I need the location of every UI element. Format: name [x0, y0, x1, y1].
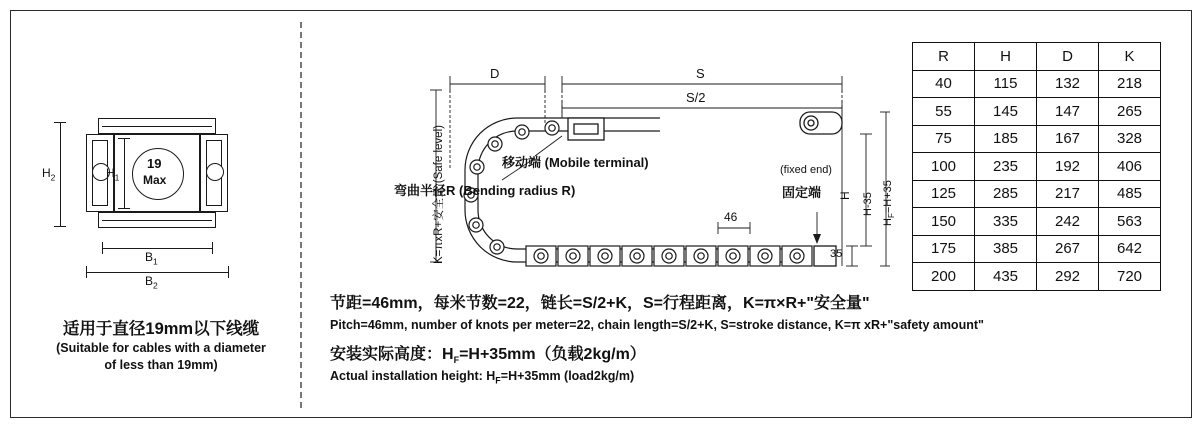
cell-k: 563: [1099, 208, 1161, 236]
cell-k: 485: [1099, 180, 1161, 208]
cell-r: 125: [913, 180, 975, 208]
b2-dim-line: [86, 272, 228, 273]
note-1-en: Pitch=46mm, number of knots per meter=22, chain length=S/2+K, S=stroke distance, K=π xR+"safety amount": [330, 318, 984, 332]
cell-d: 192: [1037, 153, 1099, 181]
cell-d: 242: [1037, 208, 1099, 236]
note-2-cn-a: 安装实际高度：H: [330, 345, 454, 363]
cable-diameter-value: 19: [147, 156, 162, 171]
cell-h: 145: [975, 98, 1037, 126]
table-header-d: D: [1037, 43, 1099, 71]
b1-tick-left: [102, 242, 103, 254]
h2-tick-bottom: [54, 226, 66, 227]
h2-dim-line: [60, 122, 61, 226]
fixed-end-cn-label: 固定端: [782, 185, 822, 200]
cell-d: 267: [1037, 235, 1099, 263]
h1-tick-bottom: [118, 208, 130, 209]
cell-h: 115: [975, 70, 1037, 98]
table-header-row: [913, 43, 1161, 71]
cable-diameter-max: Max: [143, 173, 167, 187]
bending-radius-label: [394, 180, 575, 199]
cell-h: 385: [975, 235, 1037, 263]
note-2-en-sub: F: [495, 375, 501, 386]
note-1-cn: 节距=46mm，每米节数=22，链长=S/2+K，S=行程距离，K=π×R+"安全量": [330, 295, 870, 312]
cell-k: 720: [1099, 263, 1161, 291]
cell-d: 147: [1037, 98, 1099, 126]
table-header-r: R: [913, 43, 975, 71]
dim-hf-label: $H_F=H+35$: [882, 180, 897, 226]
cell-r: 75: [913, 125, 975, 153]
cell-r: 100: [913, 153, 975, 181]
cell-h: 435: [975, 263, 1037, 291]
left-cross-section-drawing: [40, 100, 280, 290]
table-row: [913, 180, 1161, 208]
top-bar-inner-line: [102, 126, 212, 127]
cell-d: 167: [1037, 125, 1099, 153]
cell-r: 55: [913, 98, 975, 126]
dim-35-label: 35: [830, 248, 843, 260]
mobile-terminal-label: [502, 152, 649, 171]
bending-radius-text: 弯曲半径R (Bending radius R): [394, 183, 576, 198]
dim-d-label: D: [490, 66, 500, 81]
table-header-h: H: [975, 43, 1037, 71]
note-2-en-a: Actual installation height: H: [330, 369, 496, 384]
table-row: [913, 70, 1161, 98]
b1-tick-right: [212, 242, 213, 254]
table-row: [913, 235, 1161, 263]
h1-tick-top: [118, 138, 130, 139]
table-header-k: K: [1099, 43, 1161, 71]
left-caption-cn: 适用于直径19mm以下线缆: [62, 320, 260, 338]
vertical-divider: [300, 22, 302, 408]
table-row: [913, 153, 1161, 181]
chain-layout-drawing: [330, 40, 897, 290]
cell-k: 406: [1099, 153, 1161, 181]
left-caption-en-2: of less than 19mm): [104, 358, 218, 373]
table-row: [913, 208, 1161, 236]
cell-r: 175: [913, 235, 975, 263]
b2-label: $B_2$: [145, 274, 158, 291]
left-caption: [36, 318, 286, 374]
note-2-cn-b: =H+35mm（负载2kg/m）: [459, 345, 646, 363]
note-2-en-b: =H+35mm (load2kg/m): [500, 369, 635, 384]
cell-d: 292: [1037, 263, 1099, 291]
dim-46-label: 46: [724, 210, 738, 224]
notes-block: [330, 290, 1070, 388]
bottom-bar-inner-line: [102, 220, 212, 221]
cell-k: 328: [1099, 125, 1161, 153]
table-row: [913, 263, 1161, 291]
cell-r: 150: [913, 208, 975, 236]
note-2-en: [330, 367, 1070, 388]
dim-s-label: S: [696, 66, 705, 81]
h1-label: $H_1$: [106, 166, 120, 183]
right-pivot-circle: [206, 163, 224, 181]
note-2-cn-sub: F: [453, 354, 460, 365]
dim-h-label: H: [838, 191, 852, 200]
fixed-end-en-label: (fixed end): [780, 164, 832, 176]
cell-h: 285: [975, 180, 1037, 208]
note-2-cn: [330, 343, 1070, 368]
cell-h: 185: [975, 125, 1037, 153]
cell-r: 200: [913, 263, 975, 291]
b1-label: $B_1$: [145, 250, 158, 267]
table-row: [913, 125, 1161, 153]
b1-dim-line: [102, 248, 212, 249]
cell-r: 40: [913, 70, 975, 98]
h2-label: $H_2$: [42, 166, 56, 183]
cell-k: 265: [1099, 98, 1161, 126]
h1-dim-line: [124, 138, 125, 208]
dim-s2-label: S/2: [686, 90, 706, 105]
cell-h: 335: [975, 208, 1037, 236]
cell-k: 218: [1099, 70, 1161, 98]
spec-table: [912, 42, 1161, 291]
dim-h35-label: H-35: [862, 192, 874, 216]
cell-k: 642: [1099, 235, 1161, 263]
cell-h: 235: [975, 153, 1037, 181]
cell-d: 217: [1037, 180, 1099, 208]
table-row: [913, 98, 1161, 126]
table-body: [913, 70, 1161, 290]
b2-tick-right: [228, 266, 229, 278]
cell-d: 132: [1037, 70, 1099, 98]
left-caption-en-1: (Suitable for cables with a diameter: [56, 341, 266, 356]
b2-tick-left: [86, 266, 87, 278]
h2-tick-top: [54, 122, 66, 123]
dim-k-label: K=πxR+安全量 (Safe level): [433, 125, 445, 264]
mobile-terminal-text: 移动端 (Mobile terminal): [502, 155, 649, 170]
